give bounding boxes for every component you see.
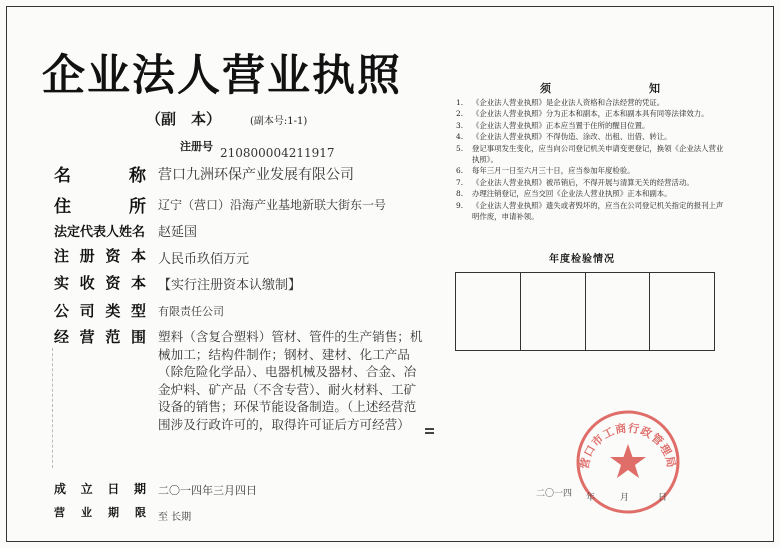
paid-capital-label: 实 收 资 本 (54, 274, 146, 292)
notice-item: 4. 《企业法人营业执照》不得伪造、涂改、出租、出借、转让。 (456, 131, 724, 142)
business-term: 至 长期 (158, 512, 192, 523)
notice-item: 8. 办理注销登记，应当交回《企业法人营业执照》正本和副本。 (456, 188, 724, 199)
scope-end-mark (425, 428, 434, 430)
company-name: 营口九洲环保产业发展有限公司 (158, 167, 354, 183)
issue-month-label: 月 (620, 493, 630, 503)
license-title: 企业法人营业执照 (42, 51, 402, 101)
inspection-cell (520, 273, 585, 350)
paid-capital: 【实行注册资本认缴制】 (158, 278, 302, 293)
inspection-cell (456, 273, 520, 350)
notice-list (456, 97, 724, 222)
scope-margin-guide (52, 348, 61, 468)
business-term-label: 营 业 期 限 (54, 506, 146, 519)
copy-label: （副 本） (146, 110, 222, 128)
company-type: 有限责任公司 (158, 305, 224, 318)
inspection-cell (585, 273, 650, 350)
inspection-cell (649, 273, 714, 350)
company-type-label: 公 司 类 型 (54, 302, 146, 320)
notice-item: 1. 《企业法人营业执照》是企业法人资格和合法经营的凭证。 (456, 97, 724, 108)
copy-number: (副本号:1-1) (250, 116, 308, 127)
issue-year-label: 年 (586, 493, 596, 503)
business-scope: 塑料（含复合塑料）管材、管件的生产销售；机械加工；结构件制作；钢材、建材、化工产品（除危险化学品）、电器机械及器材、合金、冶金炉料、矿产品（不含专营）、耐火材料、工矿设备的销售；环保节能设备制造。（上述经营范围涉及行政许可的，取得许可证后方可经营） (158, 329, 423, 432)
notice-item: 6. 每年三月一日至六月三十日，应当参加年度检验。 (456, 165, 724, 176)
notice-item: 7. 《企业法人营业执照》被吊销后，不得开展与清算无关的经营活动。 (456, 177, 724, 188)
registered-capital: 人民币玖佰万元 (158, 252, 250, 267)
annual-inspection-title: 年度检验情况 (549, 254, 615, 265)
registration-label: 注册号 (180, 140, 213, 153)
company-address: 辽宁（营口）沿海产业基地新联大街东一号 (158, 198, 387, 212)
registered-capital-label: 注 册 资 本 (54, 247, 146, 265)
legal-rep-name: 赵延国 (158, 225, 198, 240)
seal-text: 营口市工商行政管理局 (577, 421, 679, 471)
seal-star-icon (610, 444, 646, 478)
notice-item: 2. 《企业法人营业执照》分为正本和副本，正本和副本具有同等法律效力。 (456, 108, 724, 119)
legal-rep-label: 法定代表人姓名 (54, 225, 146, 240)
issue-date-prefix: 二〇一四 (536, 489, 573, 499)
notice-item: 5. 登记事项发生变化，应当向公司登记机关申请变更登记，换领《企业法人营业执照》。 (456, 143, 724, 166)
notice-item: 9. 《企业法人营业执照》遗失或者毁坏的，应当在公司登记机关指定的报刊上声明作废，申请补领。 (456, 200, 724, 223)
notice-item: 3. 《企业法人营业执照》正本应当置于住所的醒目位置。 (456, 120, 724, 131)
name-label: 名 称 (54, 166, 146, 186)
issue-day-label: 日 (658, 493, 668, 503)
founded-date: 二〇一四年三月四日 (158, 484, 257, 497)
address-label: 住 所 (54, 197, 146, 217)
annual-inspection-grid (455, 272, 715, 351)
founded-date-label: 成 立 日 期 (54, 482, 146, 496)
registration-number: 210800004211917 (220, 146, 335, 160)
business-scope-label: 经 营 范 围 (54, 328, 146, 346)
notice-title: 须 知 (540, 82, 660, 95)
